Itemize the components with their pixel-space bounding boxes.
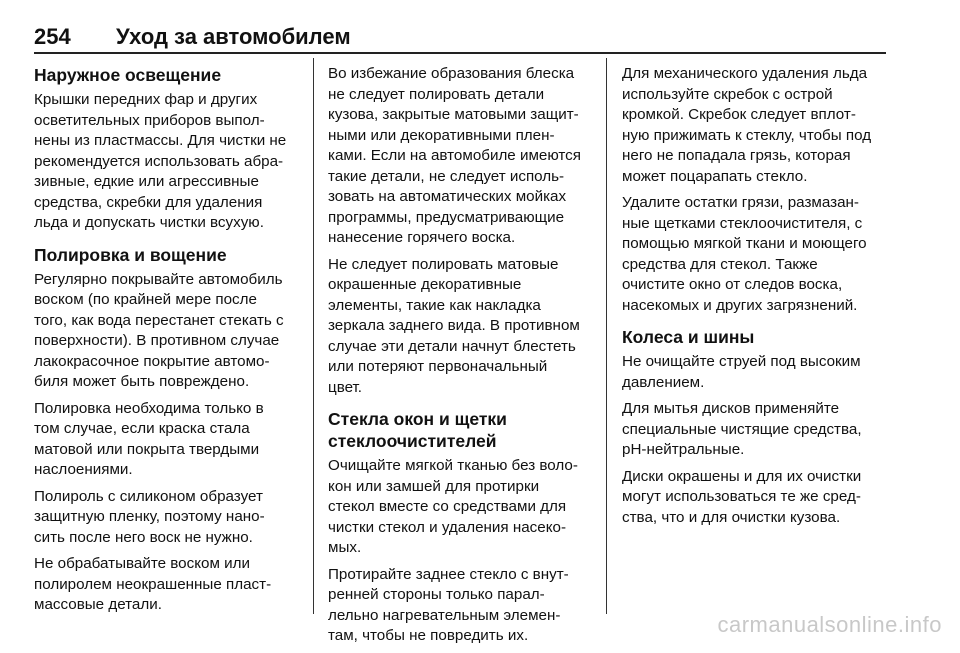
paragraph: Регулярно покрывайте автомобиль воском (по крайней мере после того, как вода перестанет стекать с поверхности). В противном случае лакокрасочное покрытие автомо- биля может быть поврежденo.	[34, 270, 284, 390]
paragraph: Для механического удаления льда используйте скребок с острой кромкой. Скребок следует вплот- ную прижимать к стеклу, чтобы под него не попадала грязь, которая может поцарапать стекло.	[622, 65, 872, 185]
paragraph: Протирайте заднее стекло с внут- ренней стороны только парал- лельно нагревательным элемен- там, чтобы не повредить их.	[328, 565, 569, 644]
page-header	[34, 20, 886, 50]
column-1	[34, 64, 296, 622]
paragraph: Очищайте мягкой тканью без воло- кон или замшей для протирки стекол вместе со средствами для чистки стекол и удаления насеко- мых.	[328, 457, 578, 556]
column-divider-1	[313, 58, 314, 614]
paragraph: Для мытья дисков применяйте специальные чистящие средства, pH-нейтральные.	[622, 400, 862, 458]
paragraph: Полироль с силиконом образует защитную пленку, поэтому нано- сить после него воск не нужно.	[34, 487, 265, 546]
chapter-title: Уход за автомобилем	[116, 24, 351, 49]
paragraph: Не следует полировать матовые окрашенные декоративные элементы, такие как накладка зеркала заднего вида. В противном случае эти детали начнут блестеть или потеряют первоначальный цвет.	[328, 255, 580, 396]
watermark: carmanualsonline.info	[717, 612, 942, 637]
paragraph: Не обрабатывайте воском или полиролем неокрашенные пласт- массовые детали.	[34, 555, 272, 613]
heading-exterior-lighting: Наружное освещение	[34, 65, 222, 85]
paragraph: Полировка необходима только в том случае, если краска стала матовой или покрыта твердыми наслоениями.	[34, 399, 264, 478]
column-divider-2	[606, 58, 607, 614]
paragraph: Диски окрашены и для их очистки могут использоваться те же сред- ства, что и для очистки кузова.	[622, 467, 862, 526]
heading-windows-wipers: Стекла окон и щетки стеклоочистителей	[328, 409, 507, 451]
heading-polishing-waxing: Полировка и вощение	[34, 244, 227, 265]
paragraph: Крышки передних фар и других осветительных приборов выпол- нены из пластмассы. Для чистки не рекомендуется использовать абра- зивные, едкие или агрессивные средства, скребки для удаления льда и допускать чистки всухую.	[34, 91, 287, 231]
header-rule	[34, 52, 886, 54]
paragraph: Не очищайте струей под высоким давлением.	[622, 353, 861, 391]
paragraph: Во избежание образования блеска не следует полировать детали кузова, закрытые матовыми защит- ными или декоративными плен- ками. Если на автомобиле имеются такие детали, не следует исполь- зовать на автоматических мойках программы, предусматривающие нанесение горячего воска.	[328, 65, 582, 246]
paragraph: Удалите остатки грязи, размазан- ные щетками стеклоочистителя, с помощью мягкой ткани и моющего средства для стекол. Также очистите окно от следов воска, насекомых и других загрязнений.	[622, 194, 867, 314]
column-2	[328, 64, 590, 653]
column-3	[622, 64, 884, 534]
heading-wheels-tyres: Колеса и шины	[622, 327, 755, 347]
page-number: 254	[34, 24, 71, 49]
